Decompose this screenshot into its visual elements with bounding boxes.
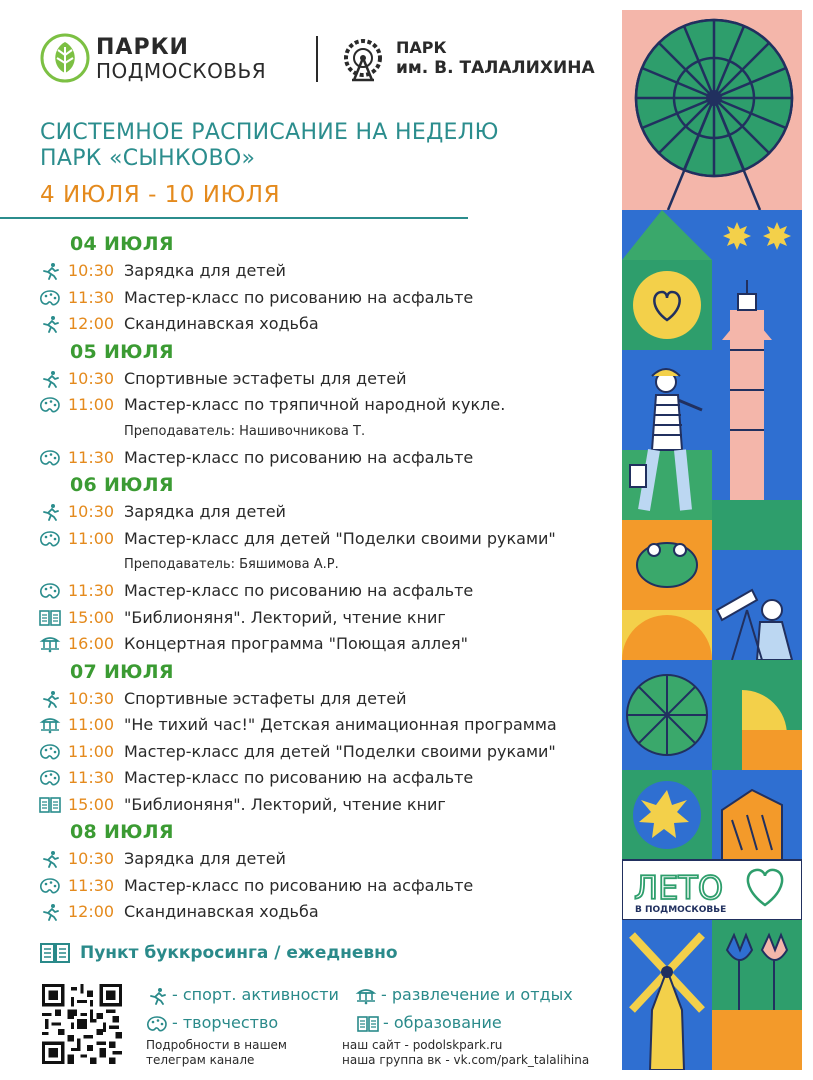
logo2-line2: им. В. ТАЛАЛИХИНА (396, 58, 595, 78)
event-row (0, 392, 612, 419)
event-time: 11:00 (68, 528, 115, 548)
vk-link[interactable]: наша группа вк - vk.com/park_talalihina (342, 1053, 590, 1067)
telegram-note-line2: телеграм канале (146, 1053, 255, 1067)
education-book-icon (39, 609, 61, 627)
legend-sport (146, 985, 339, 1005)
event-time: 15:00 (68, 607, 115, 627)
event-title: Спортивные эстафеты для детей (124, 688, 407, 708)
event-time: 16:00 (68, 634, 115, 653)
book-icon (40, 942, 70, 964)
legend-entertainment (355, 985, 573, 1005)
sport-runner-icon (39, 315, 61, 333)
event-time: 10:30 (68, 688, 115, 708)
event-row (0, 899, 612, 926)
event-row (0, 258, 612, 285)
lighthouse-tower (730, 310, 764, 500)
event-title: Мастер-класс по рисованию на асфальте (124, 875, 474, 895)
links-note (342, 1038, 589, 1068)
event-row (0, 631, 612, 658)
creativity-palette-icon (39, 289, 61, 307)
event-row (0, 285, 612, 312)
event-row (0, 765, 612, 792)
legend-education (357, 1013, 502, 1033)
event-time: 11:30 (68, 447, 115, 467)
schedule-title: СИСТЕМНОЕ РАСПИСАНИЕ НА НЕДЕЛЮ (40, 120, 499, 145)
event-row (0, 445, 612, 472)
legend-creativity (146, 1013, 278, 1033)
education-book-icon (357, 1015, 379, 1033)
leto-title: ЛЕТО (634, 869, 724, 907)
day-heading: 07 ИЮЛЯ (70, 660, 174, 683)
event-row (0, 311, 612, 338)
day-heading: 06 ИЮЛЯ (70, 474, 174, 496)
event-teacher-note: Преподаватель: Нашивочникова Т. (124, 423, 366, 439)
event-time: 12:00 (68, 314, 115, 333)
sport-runner-icon (146, 987, 168, 1005)
event-time: 12:00 (68, 902, 115, 921)
logo1-line2: ПОДМОСКОВЬЯ (96, 59, 267, 83)
star-icon (723, 222, 751, 250)
creativity-palette-icon (39, 769, 61, 787)
sport-runner-icon (39, 903, 61, 921)
event-time: 10:30 (68, 502, 115, 521)
leto-subtitle: В ПОДМОСКОВЬЕ (635, 905, 727, 915)
event-row (0, 578, 612, 605)
event-title: Концертная программа "Поющая аллея" (124, 634, 468, 653)
event-row (0, 526, 612, 553)
event-time: 10:30 (68, 849, 115, 868)
event-time: 10:30 (68, 261, 115, 280)
park-talalikhina-logo (340, 36, 620, 84)
ferris-wheel-icon (340, 36, 386, 82)
event-time: 11:30 (68, 875, 115, 895)
creativity-palette-icon (39, 530, 61, 548)
legend-creativity-label: - творчество (172, 1013, 279, 1032)
leaf-logo-icon (40, 33, 90, 83)
sport-runner-icon (39, 690, 61, 708)
legend-entertainment-label: - развлечение и отдых (381, 985, 573, 1004)
event-title: Мастер-класс для детей "Поделки своими руками" (124, 741, 556, 761)
star-icon (763, 222, 791, 250)
event-title: Мастер-класс по рисованию на асфальте (124, 581, 474, 600)
event-title: Мастер-класс по рисованию на асфальте (124, 447, 474, 467)
event-time: 11:00 (68, 715, 115, 734)
creativity-palette-icon (39, 396, 61, 414)
event-teacher-note: Преподаватель: Бяшимова А.Р. (124, 557, 339, 572)
event-time: 11:00 (68, 741, 115, 761)
creativity-palette-icon (39, 449, 61, 467)
event-title: Мастер-класс по рисованию на асфальте (124, 768, 474, 787)
event-title: Скандинавская ходьба (124, 902, 319, 921)
header-underline (0, 217, 468, 219)
parki-podmoskovya-logo (40, 33, 320, 85)
logo1-line1: ПАРКИ (96, 35, 189, 60)
event-title: "Не тихий час!" Детская анимационная программа (124, 715, 557, 734)
bookcrossing-label: Пункт буккросинга / ежедневно (80, 943, 398, 963)
entertainment-carousel-icon (39, 635, 61, 653)
summer-mosaic-illustration (622, 10, 802, 1070)
legend-education-label: - образование (383, 1013, 502, 1032)
event-time: 11:00 (68, 395, 115, 414)
schedule-list (0, 230, 612, 926)
event-title: Мастер-класс для детей "Поделки своими руками" (124, 528, 556, 548)
qr-code[interactable] (42, 984, 122, 1064)
event-title: Мастер-класс по тряпичной народной кукле. (124, 395, 506, 414)
event-title: Зарядка для детей (124, 502, 286, 521)
event-title: "Библионяня". Лекторий, чтение книг (124, 794, 446, 814)
creativity-palette-icon (39, 743, 61, 761)
creativity-palette-icon (146, 1015, 168, 1033)
creativity-palette-icon (39, 877, 61, 895)
event-row (0, 712, 612, 739)
event-time: 11:30 (68, 287, 115, 307)
event-row (0, 686, 612, 713)
telegram-note (146, 1038, 287, 1068)
park-name: ПАРК «СЫНКОВО» (40, 146, 256, 171)
sport-runner-icon (39, 850, 61, 868)
event-title: Мастер-класс по рисованию на асфальте (124, 287, 474, 307)
legend-sport-label: - спорт. активности (172, 985, 339, 1004)
education-book-icon (39, 796, 61, 814)
entertainment-carousel-icon (355, 987, 377, 1005)
sport-runner-icon (39, 503, 61, 521)
event-title: "Библионяня". Лекторий, чтение книг (124, 607, 446, 627)
event-row (0, 846, 612, 873)
sport-runner-icon (39, 262, 61, 280)
event-time: 11:30 (68, 581, 115, 600)
site-link[interactable]: наш сайт - podolskpark.ru (342, 1038, 503, 1052)
event-row (0, 873, 612, 900)
logo-divider (316, 36, 318, 82)
day-heading: 05 ИЮЛЯ (70, 340, 174, 363)
telegram-note-line1: Подробности в нашем (146, 1038, 287, 1052)
entertainment-carousel-icon (39, 716, 61, 734)
event-title: Спортивные эстафеты для детей (124, 368, 407, 388)
event-title: Скандинавская ходьба (124, 314, 319, 333)
event-row (0, 366, 612, 393)
event-title: Зарядка для детей (124, 849, 286, 868)
ferris-hub (706, 90, 722, 106)
event-row (0, 792, 612, 819)
day-heading: 08 ИЮЛЯ (70, 821, 174, 843)
event-time: 11:30 (68, 768, 115, 787)
event-title: Зарядка для детей (124, 261, 286, 280)
event-row (0, 739, 612, 766)
event-row (0, 605, 612, 632)
event-time: 10:30 (68, 368, 115, 388)
event-row (0, 499, 612, 526)
creativity-palette-icon (39, 582, 61, 600)
logo2-line1: ПАРК (396, 38, 447, 57)
event-time: 15:00 (68, 794, 115, 814)
date-range: 4 ИЮЛЯ - 10 ИЮЛЯ (40, 182, 281, 208)
day-heading: 04 ИЮЛЯ (70, 233, 174, 255)
sport-runner-icon (39, 370, 61, 388)
